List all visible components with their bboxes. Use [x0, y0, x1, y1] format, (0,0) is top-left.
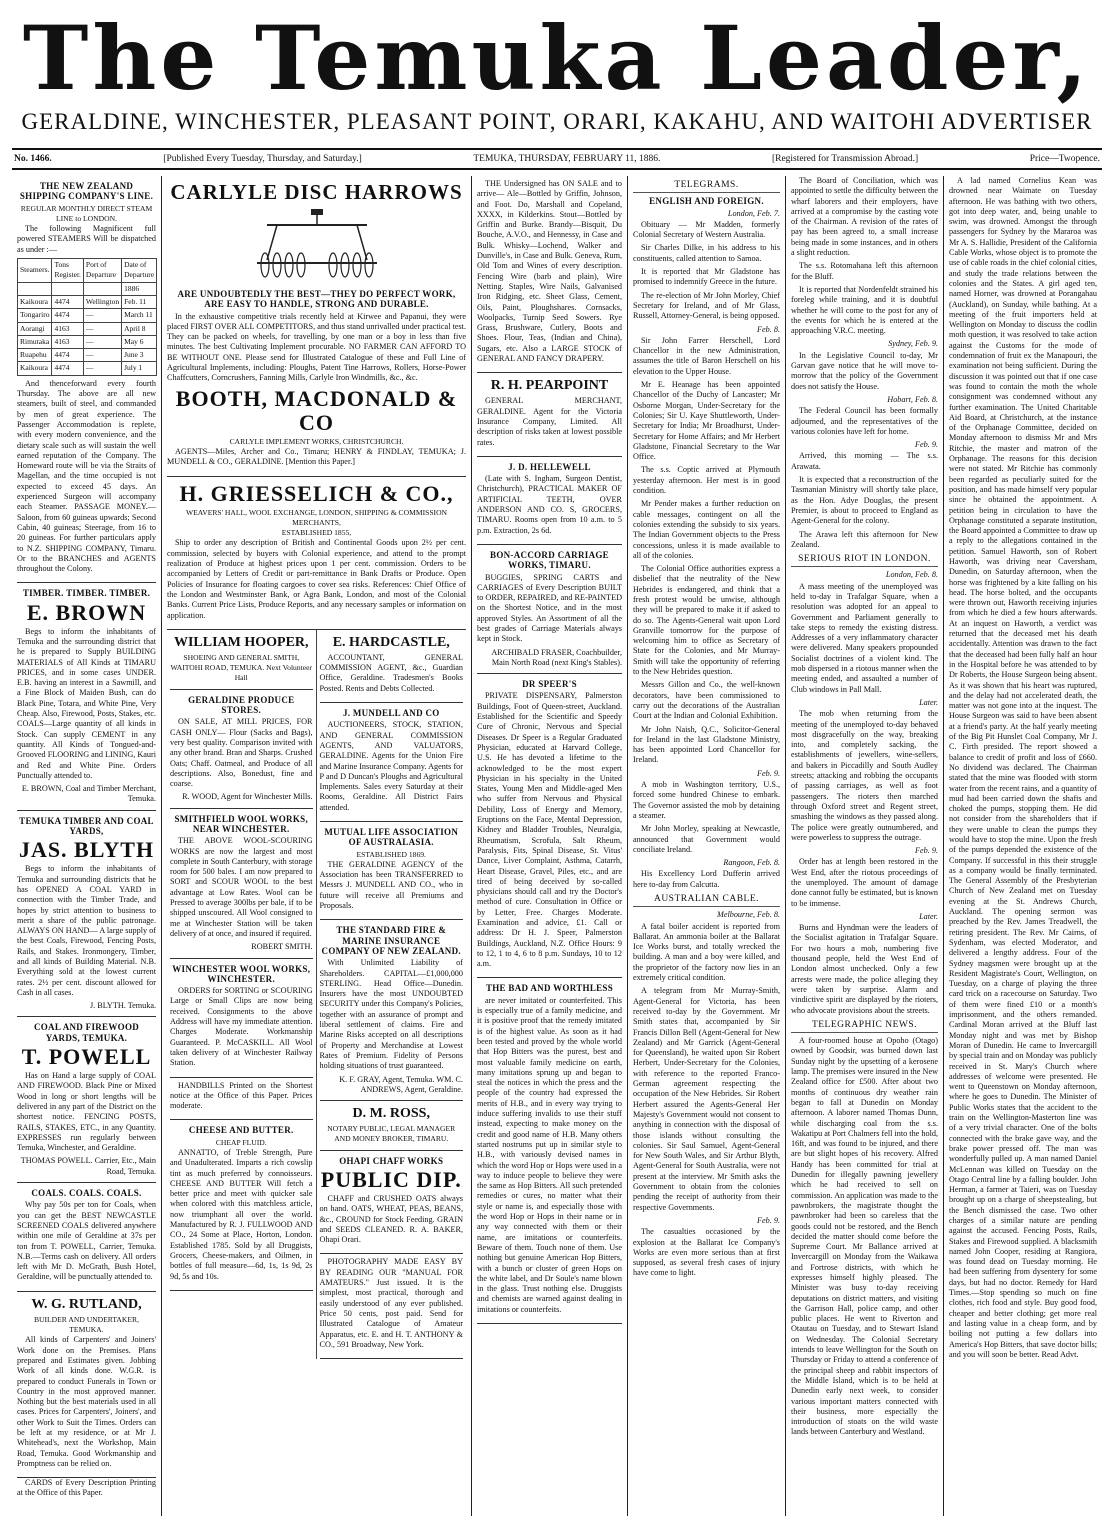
photography-text: PHOTOGRAPHY MADE EASY BY BY READING OUR "MANUAL FOR AMATEURS." Just issued. It is the simplest, most practical, thorough and easily understood of any ever published. Price 50 cents, post paid. Send for Illustrated Catalogue of Amateur Apparatus, etc. E. and H. T. ANTHONY & CO., 591 Broadway, New York.	[319, 1257, 463, 1349]
on-sale-text: THE Undersigned has ON SALE and to arrive— Ale—Bottled by Griffin, Johnson, and Foot. Do, Marshall and Copeland, XXXX, in Kilderkins. Stout—Bottled by Griffin and Burke. Brandy—Bisquit, Du Bouche, A.V.O., and Hennessy, in Case and Bulk. Whisky—Lochend, Walker and Dunville's, in Case and Bulk. Geneva, Rum, Old Tom and Wines of every description. Fencing Wire (barb and plain), Wire Netting. Staples, Wire Nails, Galvanised Iron Ridging, etc. Sheet Glass, Cement, Oils, Paint, Ploughshares. Cornsacks, Woolpacks, Turnip Seed Sowers. Rye Grass, Brushware, Cutlery, Boots and Shoes. Flour, Teas, (Indian and China), Sugars, etc. Also a LARGE STOCK of GENERAL AND FANCY DRAPERY.	[477, 179, 622, 364]
griesselich-established: ESTABLISHED 1855,	[281, 528, 352, 538]
hardcastle-ad	[320, 630, 464, 703]
news-item: His Excellency Lord Dufferin arrived here to-day from Calcutta.	[633, 869, 780, 889]
column-6	[944, 176, 1102, 1516]
english-foreign-heading: ENGLISH AND FOREIGN.	[649, 196, 764, 207]
griesselich-ad	[167, 477, 466, 630]
news-place: Melbourne, Feb. 8.	[717, 910, 780, 920]
griesselich-name: H. GRIESSELICH & CO.,	[179, 480, 454, 506]
blyth-name: JAS. BLYTH	[18, 837, 155, 863]
produce-text: ON SALE, AT MILL PRICES, FOR CASH ONLY— Flour (Sacks and Bags), very best quality. Comparison invited with any other brand. Bran and Sharps. Crushed Oats; Chaff. Oatmeal, and Produce of all descriptions. Also, Bonedust, fine and coarse.	[170, 717, 313, 789]
bon-accord-heading: BON-ACCORD CARRIAGE WORKS, TIMARU.	[490, 549, 609, 571]
place-date: TEMUKA, THURSDAY, FEBRUARY 11, 1886.	[473, 154, 661, 164]
newspaper-page	[12, 8, 1102, 1524]
news-item: The casualties occasioned by the explosion at the Ballarat Ice Company's Works are even more serious than at first supposed, as several fresh cases of injury have come to light.	[633, 1227, 780, 1278]
shipping-ad	[17, 176, 156, 583]
brown-text: Begs to inform the inhabitants of Temuka and the surrounding district that he is prepared to Supply BUILDING MATERIALS of All Kinds at TIMARU PRICES, and in some cases UNDER. E.B. having an interest in a Sawmill, and a Fine Block of Maiden Bush, can do Black Pine, Totara, and White Pine, Very Cheap. Also, Firewood, Posts, Stakes, etc. COALS—Large quantity of all kinds in Stock. Can supply CEMENT in any quantity. All Kinds of Tongued-and-Grooved FLOORING and LINING, Kauri and Red and White Pine. Orders Punctually attended to.	[17, 626, 156, 780]
cheese-subheading: CHEAP FLUID.	[215, 1137, 267, 1147]
news-item: Obituary — Mr Madden, formerly Colonial Secretary of Western Australia.	[633, 219, 780, 240]
price: Price—Twopence.	[1029, 154, 1100, 164]
griesselich-subtitle: WEAVERS' HALL, WOOL EXCHANGE, LONDON, SHIPPING & COMMISSION MERCHANTS,	[185, 507, 448, 527]
registration-note: [Registered for Transmission Abroad.]	[771, 154, 919, 164]
hardcastle-name: E. HARDCASTLE,	[332, 634, 450, 650]
hop-bitters-ad	[477, 978, 622, 1324]
mundell-text: AUCTIONEERS, STOCK, STATION, AND GENERAL COMMISSION AGENTS, AND VALUATORS, GERALDINE. Agents for the Union Fire and Marine Insurance Company. Agents for P and D Duncan's Ploughs and Agricultural Implements. Sales every Saturday at their Rooms, Geraldine. All District Fairs attended.	[319, 720, 463, 812]
produce-ad	[170, 690, 313, 809]
handbills-ad	[170, 1078, 313, 1121]
carlyle-ad	[167, 176, 466, 477]
news-item: Messrs Gillon and Co., the well-known decorators, have been commissioned to carry out the decorations of the Australian Court at the Indian and Colonial Exhibition.	[633, 680, 780, 721]
speer-heading: DR SPEER'S	[522, 679, 577, 690]
mutual-established: ESTABLISHED 1869.	[356, 849, 426, 859]
rutland-text: All kinds of Carpenters' and Joiners' Work done on the Premises. Plans prepared and Estimates given. Jobbing Work of all kinds done. W.G.R. is prepared to conduct Funerals in Town or Country in the most approved manner. Nothing but the best materials used in all cases. Prices for Carpenters', Joiners', and other Work to Suit the Times. Orders can be left at my residence, or at Mr J. Whitehead's, next the Workshop, Main Road, Temuka. Good Workmanship and Promptness can be relied on.	[17, 1335, 156, 1468]
table-header: Tons Register.	[52, 259, 83, 283]
mutual-ad	[320, 822, 464, 920]
column-1	[12, 176, 162, 1516]
news-place: Later.	[919, 697, 938, 707]
hop-bitters-heading: THE BAD AND WORTHLESS	[485, 983, 614, 994]
australian-cable-heading: AUSTRALIAN CABLE.	[633, 894, 780, 907]
carlyle-title: CARLYLE DISC HARROWS	[170, 180, 463, 204]
ohapi-text: CHAFF and CRUSHED OATS always on hand. OATS, WHEAT, PEAS, BEANS, &c., CROUND for Stock Feeding. GRAIN and SEEDS CLEANED. R. A. BAKER, Ohapi Orari.	[319, 1194, 463, 1245]
news-item: The re-election of Mr John Morley, Chief Secretary for Ireland, and of Mr Glass, Russell, Attorney-General, is being opposed.	[633, 290, 780, 321]
news-place: Feb. 8.	[757, 324, 780, 334]
table-header: Port of Departure	[83, 259, 121, 283]
handbills-text: HANDBILLS Printed on the Shortest notice at the Office of this Paper. Prices moderate.	[170, 1080, 313, 1111]
smithfield-heading: SMITHFIELD WOOL WORKS, NEAR WINCHESTER.	[174, 813, 309, 834]
powell-name: T. POWELL	[21, 1044, 152, 1070]
news-item: Arrived, this morning — The s.s. Arawata.	[791, 451, 938, 471]
rutland-name: W. G. RUTLAND,	[31, 1296, 142, 1312]
booth-subtitle: CARLYLE IMPLEMENT WORKS, CHRISTCHURCH.	[229, 436, 404, 446]
speer-text: PRIVATE DISPENSARY, Palmerston Buildings, Foot of Queen-street, Auckland. Established for the Scientific and Speedy Cure of Chronic, Nervous and Special Diseases. Dr Speer is a Regular Graduated Physician, educated at Harvard College, U.S. He has devoted a lifetime to the acknowledged to be the most expert Physician in his specialty in the United States, Young Men and Middle-aged Men who suffer from Nervous and Physical Debility, Loss of Energy and Memory, Eruptions on the Face, Mental Depression, Kidney and Bladder Troubles, Neuralgia, Rheumatism, Scrofula, Salt Rheum, Paralysis, Fits, Spinal Disease, St. Vitus' Dance, Liver Complaint, Asthma, Catarrh, Heart Disease, Gravel, Piles, etc., and are tired of being deceived by so-called physicians should call and try the Doctor's method of cure. Consultation in Office or by Letter, Free. Charges Moderate. Examination and advice, £1. Call or address: Dr H. J. Speer, Palmerston Buildings, Auckland, N.Z. Office Hours: 9 to 12, 1 to 4, 6 to 8 p.m. Sundays, 10 to 12 a.m.	[477, 691, 622, 969]
column-4	[628, 176, 786, 1516]
annatto-text: ANNATTO, of Treble Strength, Pure and Unadulterated. Imparts a rich cowslip tint as much preferred by connoisseurs. CHEESE AND BUTTER Will fetch a better price and meet with quicker sale when colored with this matchless article, now triumphant all over the world. Manufactured by R. J. FULLWOOD AND CO., 24 Some at Place, Horton, London. Established 1785. Sold by all Druggists, Grocers, Cheese-makers, and Oilmen, in bottles of full measure—6d, 1s, 1s 9d, 2s 9d, 5s and 10s.	[170, 1148, 313, 1281]
smithfield-text: THE ABOVE WOOL-SCOURING WORKS are now the largest and most complete in South Canterbury, with storage room for 500 bales. I am now prepared to SORT and SCOUR WOOL to the best advantage at Low Rates. Wool can be Pressed to average 300lbs per bale, if to be shipped unscoured. All Wool consigned to me at Winchester Station will be taken delivery of at once, and insured if required.	[170, 836, 313, 938]
mundell-name: J. MUNDELL AND CO	[342, 708, 440, 719]
column-2-left	[167, 630, 317, 1359]
hardcastle-text: ACCOUNTANT, GENERAL COMMISSION AGENT, &c., Guardian Office, Geraldine. Tradesmen's Books Posted. Rents and Debts Collected.	[319, 652, 463, 693]
news-place: Feb. 9.	[915, 440, 938, 450]
news-item: Sir Charles Dilke, in his address to his constituents, called attention to Samoa.	[633, 243, 780, 263]
shipping-intro: The following Magnificent full powered STEAMERS Will be dispatched as under :—	[17, 224, 156, 254]
blyth-text: Begs to inform the inhabitants of Temuka and surrounding districts that he has OPENED A COAL YARD in connection with the Timber Trade, and hopes by strict attention to business to merit a share of the public patronage. ALWAYS ON HAND— A large supply of the best Coals, Firewood, Fencing Posts, Rails, and Stakes. Ironmongery, Timber, and all kinds of Building Material. N.B. Everything sold at the lowest current rates. 2½ per cent. discount allowed for Cash in all cases.	[17, 864, 156, 997]
mundell-ad	[320, 703, 464, 822]
pearpoint-ad	[477, 373, 622, 456]
hop-bitters-text: are never imitated or counterfeited. This is especially true of a family medicine, and it is positive proof that the remedy imitated is of the highest value. As soon as it had been tested and proved by the whole world that Hop Bitters was the purest, best and most valuable family medicine on earth, many imitations sprung up and began to steal the notices in which the press and the people of the country had expressed the merits of H.B., and in every way trying to induce suffering invalids to use their stuff instead, expecting to make money on the credit and good name of H.B. Many others started nostrums put up in similar style to H.B., with variously devised names in which the word Hop or Hops were used in a way to induce people to believe they were the same as Hop Bitters. All such pretended remedies or cures, no matter what their style or name is, and especially those with the word Hop or Hops in their name or in any way connected with them or their name, are imitations or counterfeits. Beware of them. Touch none of them. Use nothing but genuine American Hop Bitters, with a bunch or cluster of green Hops on the white label, and Dr Soule's name blown in the glass. Trust nothing else. Druggists and chemists are warned against dealing in imitations or counterfeits.	[477, 995, 622, 1314]
powell-heading: COAL AND FIREWOOD YARDS, TEMUKA.	[33, 1022, 140, 1043]
ohapi-heading: OHAPI CHAFF WORKS	[339, 1155, 444, 1166]
bon-accord-text: BUGGIES, SPRING CARTS and CARRIAGES of Every Description BUILT to ORDER, REPAIRED, and RE-PAINTED on the Shortest Notice, and in the most approved Styles. An Assortment of all the best grades of Carriage Materials always kept in Stock.	[477, 572, 622, 644]
column-2	[162, 176, 472, 1516]
ohapi-ad	[320, 1151, 464, 1255]
table-row: Kaikoura 4474 Wellington Feb. 11	[18, 295, 157, 308]
hellewell-ad	[477, 457, 622, 545]
ross-ad	[320, 1101, 464, 1151]
table-header: Steamers.	[18, 259, 52, 283]
news-item: Mr E. Heanage has been appointed Chancellor of the Duchy of Lancaster; Mr Osborne Morgan, Under-Secretary for the Colonies; Sir U. Kaye Shuttleworth, Under-Secretary for India; Mr Broadhurst, Under-Secretary for Home Affairs; and Mr Herbert Gladstone, Financial Secretary to the War Office.	[633, 380, 780, 462]
news-item: A telegram from Mr Murray-Smith, Agent-General for Victoria, has been received to-day by the Government. Mr Smith states that, accompanied by Sir Francis Dillon Bell (Agent-General for New Zealand) and Mr Garrick (Agent-General for Queensland), he waited upon Sir Robert Herbert, Under-Secretary for the Colonies, with reference to the reported Franco-German agreement respecting the occupation of the New Hebrides. Sir Robert Herbert assured the Agents-General Her Majesty's Government would not consent to anything in connection with the disposal of those islands without consulting the colonies. Sir Saul Samuel, Agent-General for New South Wales, and Sir Arthur Blyth, Agent-General for South Australia, were not present at the interview. Mr Smith asks the Government to obtain from the colonies pending the receipt of authority from their respective Governments.	[633, 986, 780, 1212]
columns	[12, 176, 1102, 1516]
powell-text: Has on Hand a large supply of COAL AND FIREWOOD. Black Pine or Mixed Wood in long or short lengths will be delivered in any part of the District on the shortest notice. FENCING POSTS, RAILS, STAKES, ETC., in any Quantity. EXPRESSES run regularly between Temuka, Winchester, and Geraldine.	[17, 1071, 156, 1153]
coals-heading: COALS. COALS. COALS.	[31, 1188, 142, 1199]
telegraphic-news-text: A four-roomed house at Opoho (Otago) owned by Goodsir, was burned down last Sunday night by the upsetting of a kerosene lamp. The premises were insured in the New Zealand office for £500. After about two months of continuous dry weather rain began to fall at Dunedin on Monday afternoon. A laborer named Thomas Dunn, while discharging coal from the s.s. Wakatipu at Port Chalmers fell into the hold, 16ft, and was found to be injured, and there are but slight hopes of his recovery. Alfred Handy has been committed for trial at Dunedin for illegally pawning jewellery which he had received to sell on commission. An application was made to the pawnbrokers, the magistrate thought the pawnbroker had been so careless that the goods could not be restored, and the Bench decided the matter should come before the Supreme Court. Mr Ballance arrived at Invercargill on Monday from the Waikawa and Fortrose districts, with which he expresses himself highly pleased. The Minister was busy to-day receiving deputations on district matters, and visiting the Garrison Hall, police camp, and other public places. He went to Riverton and Otautau on Tuesday, and to Stewart Island on Wednesday. The Colonial Secretary intends to leave Wellington for the South on Thursday or Friday to attend a conference of the principal sheep and rabbit inspectors of the Middle Island, which is to be held at Dunedin early next week, to consider various important matters connected with their business, more especially the introduction of stoats on the wild waste lands between Canterbury and Westland.	[791, 1036, 938, 1437]
masthead-title: The Temuka Leader,	[22, 8, 1092, 108]
hooper-ad	[170, 630, 313, 690]
mutual-text: THE GERALDINE AGENCY of the Association has been TRANSFERRED to Messrs J. MUNDELL AND CO., who in future will receive all Premiums and Proposals.	[319, 859, 463, 911]
masthead	[12, 8, 1102, 136]
bon-accord-signature: ARCHIBALD FRASER, Coachbuilder, Main North Road (next King's Stables).	[491, 647, 622, 667]
telegrams-heading: TELEGRAMS.	[633, 180, 780, 193]
news-item: The Arawa left this afternoon for New Zealand.	[791, 529, 938, 549]
pearpoint-name: R. H. PEARPOINT	[490, 378, 609, 394]
shipping-subtitle: REGULAR MONTHLY DIRECT STEAM LINE to LONDON.	[20, 203, 153, 223]
riot-heading: SERIOUS RIOT IN LONDON.	[791, 554, 938, 567]
table-row: Tongariro 4474 — March 11	[18, 309, 157, 322]
news-item: It is reported that Nordenfeldt strained his foreleg while training, and it is doubtful whether he will come to the post for any of the events for which he is entered at the approaching V.R.C. meeting.	[791, 284, 938, 336]
table-row: Rimutaka 4163 — May 6	[18, 335, 157, 348]
carlyle-text: In the exhaustive competitive trials recently held at Kirwee and Papanui, they were placed FIRST OVER ALL COMPETITORS, and thus stand unrivalled under practical test. They can be packed on wheels, for travelling, by one man or a boy in less than five minutes. The best Cultivating Implement procurable. NO FARMER CAN AFFORD TO BE WITHOUT ONE. Please send for Illustrated Catalogue of these and Full Line of Agricultural Implements, including: Ploughs, Patent Tine Harrows, Rollers, Horse-Power Chaffcutters, Corncrushers, Fanning Mills, Carlyle Iron Windmills, &c., &c.	[167, 311, 466, 383]
news-item: Burns and Hyndman were the leaders of the Socialist agitation in Trafalgar Square. For two hours a mob, numbering five thousand people, held the West End of London almost unchecked. Only a few arrests were made, the police alleging they were taken by surprise. Alarm and vindictive spirit are displayed by the rioters, who advocate provisions about the streets.	[791, 923, 938, 1015]
issue-number: No. 1466.	[14, 154, 52, 164]
dateline	[12, 148, 1102, 170]
masthead-subtitle: GERALDINE, WINCHESTER, PLEASANT POINT, ORARI, KAKAHU, AND WAITOHI ADVERTISER	[21, 109, 1093, 134]
column-2-right	[317, 630, 467, 1359]
news-item: It is expected that a reconstruction of the Tasmanian Ministry will shortly take place, as the Hon. Adye Douglas, the present Premier, is about to proceed to England as Agent-General for the colony.	[791, 475, 938, 526]
ross-text: NOTARY PUBLIC, LEGAL MANAGER AND MONEY BROKER, TIMARU.	[327, 1124, 456, 1144]
speer-ad	[477, 674, 622, 978]
blyth-signature: J. BLYTH. Temuka.	[90, 1001, 156, 1011]
public-dip-title: PUBLIC DIP.	[320, 1167, 462, 1192]
standard-heading: THE STANDARD FIRE & MARINE INSURANCE COMPANY OF NEW ZEALAND.	[321, 925, 461, 956]
news-item: Mr John Naish, Q.C., Solicitor-General for Ireland in the last Gladstone Ministry, has been appointed Lord Chancellor for Ireland.	[633, 724, 780, 765]
news-item: The mob when returning from the meeting of the unemployed to-day behaved most disgracefully on the way, breaking into, and completely sacking, the establishments of jewellers, wine-sellers, and bakers in Piccadilly and South Audley streets; attacking and robbing the occupants of passing carriages, as well as foot passengers. The rioters then marched through Oxford street and Regent street, smashing the windows as they passed along. The police were greatly outnumbered, and were powerless to suppress the outrage.	[791, 709, 938, 842]
table-row: Kaikoura 4474 — July 1	[18, 362, 157, 375]
news-item: A mob in Washington territory, U.S., forced some hundred Chinese to embark. The Governor assisted the mob by detaining a steamer.	[633, 780, 780, 820]
photography-ad	[320, 1254, 464, 1359]
disc-harrow-illustration	[247, 205, 387, 287]
powell-signature: THOMAS POWELL. Carrier, Etc., Main Road, Temuka.	[20, 1156, 156, 1176]
blyth-ad	[17, 811, 156, 1018]
news-item: The Board of Conciliation, which was appointed to settle the difficulty between the wharf laborers and their employers, have arrived at a compromise by the casting vote of the Chairman. A revision of the rates of pay has been agreed to, a small increase being made in some instances, and in others a slight reduction.	[791, 176, 938, 258]
news-item: Mr Pender makes a further reduction on cable messages, contingent on all the colonies extending the subsidy to six years. The Indian Government objects to the Press concessions, unless it is made available to all of the colonies.	[633, 499, 780, 560]
smithfield-ad	[170, 809, 313, 959]
column-3	[472, 176, 628, 1516]
news-place: Rangoon, Feb. 8.	[723, 858, 780, 868]
steamer-table	[17, 258, 157, 376]
news-item: Order has at length been restored in the West End, after the riotous proceedings of the unemployed. The amount of damage done cannot fully be estimated, but is known to be immense.	[791, 857, 938, 908]
booth-agents: AGENTS—Miles, Archer and Co., Timaru; HENRY & FINDLAY, TEMUKA; J. MUNDELL & CO., GERALDINE. [Mention this Paper.]	[167, 446, 466, 467]
winchester-text: ORDERS for SORTING or SCOURING Large or Small Clips are now being received. Consignments to the above Address will have my immediate attention. Charges Moderate. Workmanship Guaranteed. P. McCASKILL. All Wool taken delivery of at Winchester Railway Station.	[170, 986, 313, 1068]
griesselich-text: Ship to order any description of British and Continental Goods upon 2½ per cent. commission, selected by buyers with Colonial experience, and attend to the prompt realization of Produce at highest prices upon 1 per cent. commission. Orders to be accompanied by Letters of Credit or part-remittance in Bank Drafts or Produce. Open Policies of Insurance for floating cargoes to cover sea risks. References: Chief Office of the London and Westminster Bank, or Agra Bank, London, and most of the Colonial Banks. Current Price Lists, Produce Reports, and any necessary samples or information on application.	[167, 538, 466, 620]
coals-text: Why pay 50s per ton for Coals, when you can get the BEST NEWCASTLE SCREENED COALS delivered anywhere within one mile of Geraldine at 37s per ton from T. POWELL, Carrier, Temuka. N.B.—Terms cash on delivery. All orders left with Mr D. McGrath, Bush Hotel, Geraldine, will be punctually attended to.	[17, 1200, 156, 1282]
news-item: The Colonial Office authorities express a disbelief that the neutrality of the New Hebrides is endangered, and think that a fresh protest would be unwise, although they will be prepared to make it if asked to do so. The Agents-General wait upon Lord Granville tomorrow for the purpose of welcoming him to office as Secretary of State for the Colonies, and Mr Murray-Smith will take the opportunity of referring to the New Hebrides question.	[633, 564, 780, 677]
news-place: London, Feb. 8.	[885, 570, 938, 580]
brown-name: E. BROWN	[26, 599, 147, 625]
winchester-ad	[170, 959, 313, 1078]
news-item: In the Legislative Council to-day, Mr Garvan gave notice that he will move to-morrow that the policy of the Government does not satisfy the House.	[791, 350, 938, 391]
news-item: The Federal Council has been formally adjourned, and the representatives of the various colonies have left for home.	[791, 406, 938, 436]
standard-ad	[320, 920, 464, 1101]
booth-name: BOOTH, MACDONALD & CO	[175, 385, 458, 435]
hooper-name: WILLIAM HOOPER,	[173, 634, 309, 650]
blyth-heading: TEMUKA TIMBER AND COAL YARDS,	[19, 815, 154, 837]
table-row: Aorangi 4163 — April 8	[18, 322, 157, 335]
hooper-text: SHOEING AND GENERAL SMITH, WAITOHI ROAD, TEMUKA. Next Volunteer Hall	[170, 652, 313, 683]
produce-signature: R. WOOD, Agent for Winchester Mills.	[182, 792, 313, 802]
news-place: Sydney, Feb. 9.	[888, 339, 938, 349]
cards-notice: CARDS of Every Description Printing at the Office of this Paper.	[17, 1478, 156, 1498]
news-place: Later.	[919, 911, 938, 921]
coals-ad	[17, 1183, 156, 1292]
news-item: Mr John Morley, speaking at Newcastle, announced that Government would conciliate Ireland.	[633, 824, 780, 854]
local-news-text: A lad named Cornelius Kean was drowned near Waimate on Tuesday afternoon. He was bathing with two others, got into deep water, and, being unable to swim, was drowned. Amongst the through passengers for Sydney by the Mararoa was Mr A. S. Hallidie, President of the California Cable Works, whose object is to promote the use of cable roads in the chief colonial cities, and study the trade relations between the colonies and the States. A girl aged ten, named Horner, was drowned at Porangahau (Auckland), on Sunday, while bathing. At a meeting of the fruit importers held at Wellington on Monday to discuss the codlin moth question, it was resolved to take action against the Customs for the mode of condemnation of fruit ex the Manapouri, the examination not being sufficient. During the discussion it was pointed out that if one case was found to contain the moth the whole consignment was condemned without any further examination. The United Charitable Aid Board, at Christchurch, at the instance of the Orphanage Committee, decided on Monday afternoon to dismiss Mr and Mrs Ritchie, the master and matron of the Orphanage. The reasons for this decision were not stated. Mr Ritchie has commonly been regarded as peculiarly suited for the position, and has made himself very popular since he obtained the appointment. A petition being in circulation to have the Orphanage constituted a separate institution, the Board appointed a Committee to draw up a reply to the allegations contained in the petition. Samuel Haworth, son of Robert Haworth, was driving near Caversham, Dunedin, on Saturday afternoon, when the horse was frightened by a kite falling on his head. The horse bolted, and the occupants were thrown out, Haworth receiving injuries from which he died a few hours afterwards. At an inquest on Haworth, a verdict was returned that the deceased met his death accidentally. Attention was drawn to the fact that the deceased had been fully half an hour in the Hospital before he was attended to by Dr Roberts, the House Surgeon being absent. As it was shown that his heart was ruptured, and the delay had not accelerated death, the matter was not gone into at the inquest. The House Surgeon was said to have been absent at a friend's party. At the half yearly meeting of the Big Pit Hunslet Coal Company, Mr J. C. Firth presided. The report showed a balance to credit of profit and loss of £660. No dividend was declared. The Chairman stated that the mine was flooded with storm water from the recent rains, and a quantity of mud had been carried down the shafts and choked the pumps, stopping them. He did not consider from the shareholders that if they were unable to clean the pumps they would have to stop the mine. Upon the fresh of the pumps depended the existence of the Company. If successful in this their struggle as a company would be finally terminated. The General Assembly of the Presbyterian Church of New Zealand met on Tuesday evening at the St. Andrews Church, Auckland. The opening sermon was preached by the Rev. James Treadwell, the retiring president. The Rev. Mr Cairns, of Sydenham, was elected Moderator, and delivered a lengthy address. Four of the Sydney magsmen were brought up at the Resident Magistrate's Court, Wellington, on Tuesday, on a charge of playing the three card trick on a racecourse on Saturday. Two of them were fined £10 or a month's imprisonment, and the others remanded. Cardinal Moran arrived at the Bluff last Monday night and was met by Bishop Moran of Dunedin. He came to Invercargill by special train and on Monday was publicly received in St. Mary's Church where addresses of welcome were presented. He went to Queenstown on Monday afternoon, where he goes to Dunedin. The Minister of Public Works states that the accident to the train on the Wellington-Masterton line was of a very trivial character. One of the bolts connected with the brake gave way, and the brake power pressed off. The man was wonderfully pulled up. A man named Daniel McLennan was killed on Tuesday on the Otago Central line by a falling boulder. John Herman, a farmer at Taieri, was on Tuesday brought up on a charge of sheepstealing, but the Bench dismissed the case. Two other charges of a similar nature are pending against the accused. Fencing Posts, Rails, Stakes and Firewood supplied. A blacksmith named John Cooper, residing at Rangiora, was found dead on Tuesday morning. He had been suffering from dysentery for some days, but had no doctor. Remedy for Hard Times.—Stop spending so much on fine clothes, rich food and style. Buy good food, cheaper and better clothing; get more real and lasting value in a cheap form, and by boiling not putting a few dollars into America's Hop Bitters, that save doctor bills; and you will soon be better. Read Advt.	[949, 176, 1097, 1359]
rutland-ad	[17, 1292, 156, 1478]
annatto-ad	[170, 1120, 313, 1290]
timber-heading: TIMBER. TIMBER. TIMBER.	[22, 588, 151, 599]
powell-ad	[17, 1017, 156, 1183]
cheese-heading: CHEESE AND BUTTER.	[188, 1125, 294, 1136]
news-place: Feb. 9.	[757, 1215, 780, 1225]
column-5	[786, 176, 944, 1516]
news-item: The s.s. Rotomahana left this afternoon for the Bluff.	[791, 261, 938, 281]
news-place: Feb. 9.	[757, 768, 780, 778]
publication-schedule: [Published Every Tuesday, Thursday, and Saturday.]	[163, 154, 362, 164]
carlyle-lead: ARE UNDOUBTEDLY THE BEST—THEY DO PERFECT WORK, ARE EASY TO HANDLE, STRONG AND DURABLE.	[177, 289, 456, 310]
rutland-subtitle: BUILDER AND UNDERTAKER, TEMUKA.	[33, 1314, 140, 1335]
standard-text: With Unlimited Liability of Shareholders. CAPITAL—£1,000,000 STERLING. Head Office—Dunedin. Insurers have the most UNDOUBTED SECURITY under this Company's Policies, together with an assurance of prompt and liberal settlement of claims. Fire and Marine Risks accepted on all descriptions of Property and Merchandise at Lowest Rates of Premium. Fidelity of Persons holding situations of trust guaranteed.	[319, 958, 463, 1071]
brown-signature: E. BROWN, Coal and Timber Merchant, Temuka.	[21, 784, 156, 804]
brown-ad	[17, 583, 156, 810]
column-2-split	[167, 630, 466, 1359]
news-item: Sir John Farrer Herschell, Lord Chancellor in the new Administration, assumes the title of Baron Herschell on his elevation to the Upper House.	[633, 335, 780, 376]
news-item: A mass meeting of the unemployed was held to-day in Trafalgar Square, when a resolution was adopted for an appeal to Government and Parliament generally to take steps to remedy the existing distress. Addresses of a very inflammatory character were delivered. Many speakers propounded Socialist doctrines of a violent kind. The mob dispersed in a riotous manner when the meeting ended, and assaulted a number of Club windows in Pall Mall.	[791, 581, 938, 694]
table-header: Date of Departure	[122, 259, 157, 283]
news-item: A fatal boiler accident is reported from Ballarat. An ammonia boiler at the Ballarat Ice Works burst, and totally wrecked the building. A man and a boy were killed, and the proprietor of the factory now lies in an extremely critical condition.	[633, 921, 780, 983]
pearpoint-text: GENERAL MERCHANT, GERALDINE. Agent for the Victoria Insurance Company, Limited. All description of risks taken at lowest possible rates.	[477, 396, 622, 447]
hellewell-name: J. D. HELLEWELL	[508, 461, 591, 472]
bon-accord-ad	[477, 545, 622, 674]
table-row: Ruapehu 4474 — June 3	[18, 349, 157, 362]
news-place: London, Feb. 7.	[727, 208, 780, 218]
news-item: The s.s. Coptic arrived at Plymouth yesterday afternoon. Her mest is in good condition.	[633, 465, 780, 496]
mutual-heading: MUTUAL LIFE ASSOCIATION OF AUSTRALASIA.	[324, 826, 459, 848]
winchester-heading: WINCHESTER WOOL WORKS, WINCHESTER.	[172, 963, 311, 984]
shipping-title: THE NEW ZEALAND SHIPPING COMPANY'S LINE.	[19, 181, 154, 202]
news-item: It is reported that Mr Gladstone has promised to indemnify Greece in the future.	[633, 267, 780, 287]
news-place: Feb. 9.	[915, 846, 938, 856]
table-year: 1886	[122, 282, 157, 295]
smithfield-signature: ROBERT SMITH.	[251, 942, 313, 952]
standard-signature: K. F. GRAY, Agent, Temuka. WM. C. ANDREWS, Agent, Geraldine.	[339, 1074, 463, 1094]
news-place: Hobart, Feb. 8.	[887, 394, 938, 404]
produce-heading: GERALDINE PRODUCE STORES.	[188, 694, 295, 716]
on-sale-ad	[477, 176, 622, 373]
ross-name: D. M. ROSS,	[352, 1106, 430, 1122]
shipping-body: And thenceforward every fourth Thursday. The above are all new steamers, built of steel, and commanded by men of great experience. The Passenger Accommodation is replete, with every modern convenience, and the dietary scale such as will sustain the well earned reputation of the Company. The Homeward route will be via the Straits of Magellan, and the time occupied is not expected to exceed 45 days. An experienced Surgeon will accompany each Steamer. PASSAGE MONEY.—Saloon, from 60 guineas upwards; Second Cabin, 40 guineas; Steerage, from 16 to 20 guineas. For further particulars apply to N.Z. SHIPPING COMPANY, Timaru. Or to the BRANCHES and AGENTS throughout the Colony.	[17, 378, 156, 574]
telegraphic-news-heading: TELEGRAPHIC NEWS.	[791, 1020, 938, 1033]
hellewell-text: (Late with S. Ingham, Surgeon Dentist, Christchurch), PRACTICAL MAKER OF ARTIFICIAL TEETH, OVER ANDERSON AND CO. S, GROCERS, TIMARU. Rooms open from 10 a.m. to 5 p.m. Extraction, 2s 6d.	[477, 474, 622, 535]
